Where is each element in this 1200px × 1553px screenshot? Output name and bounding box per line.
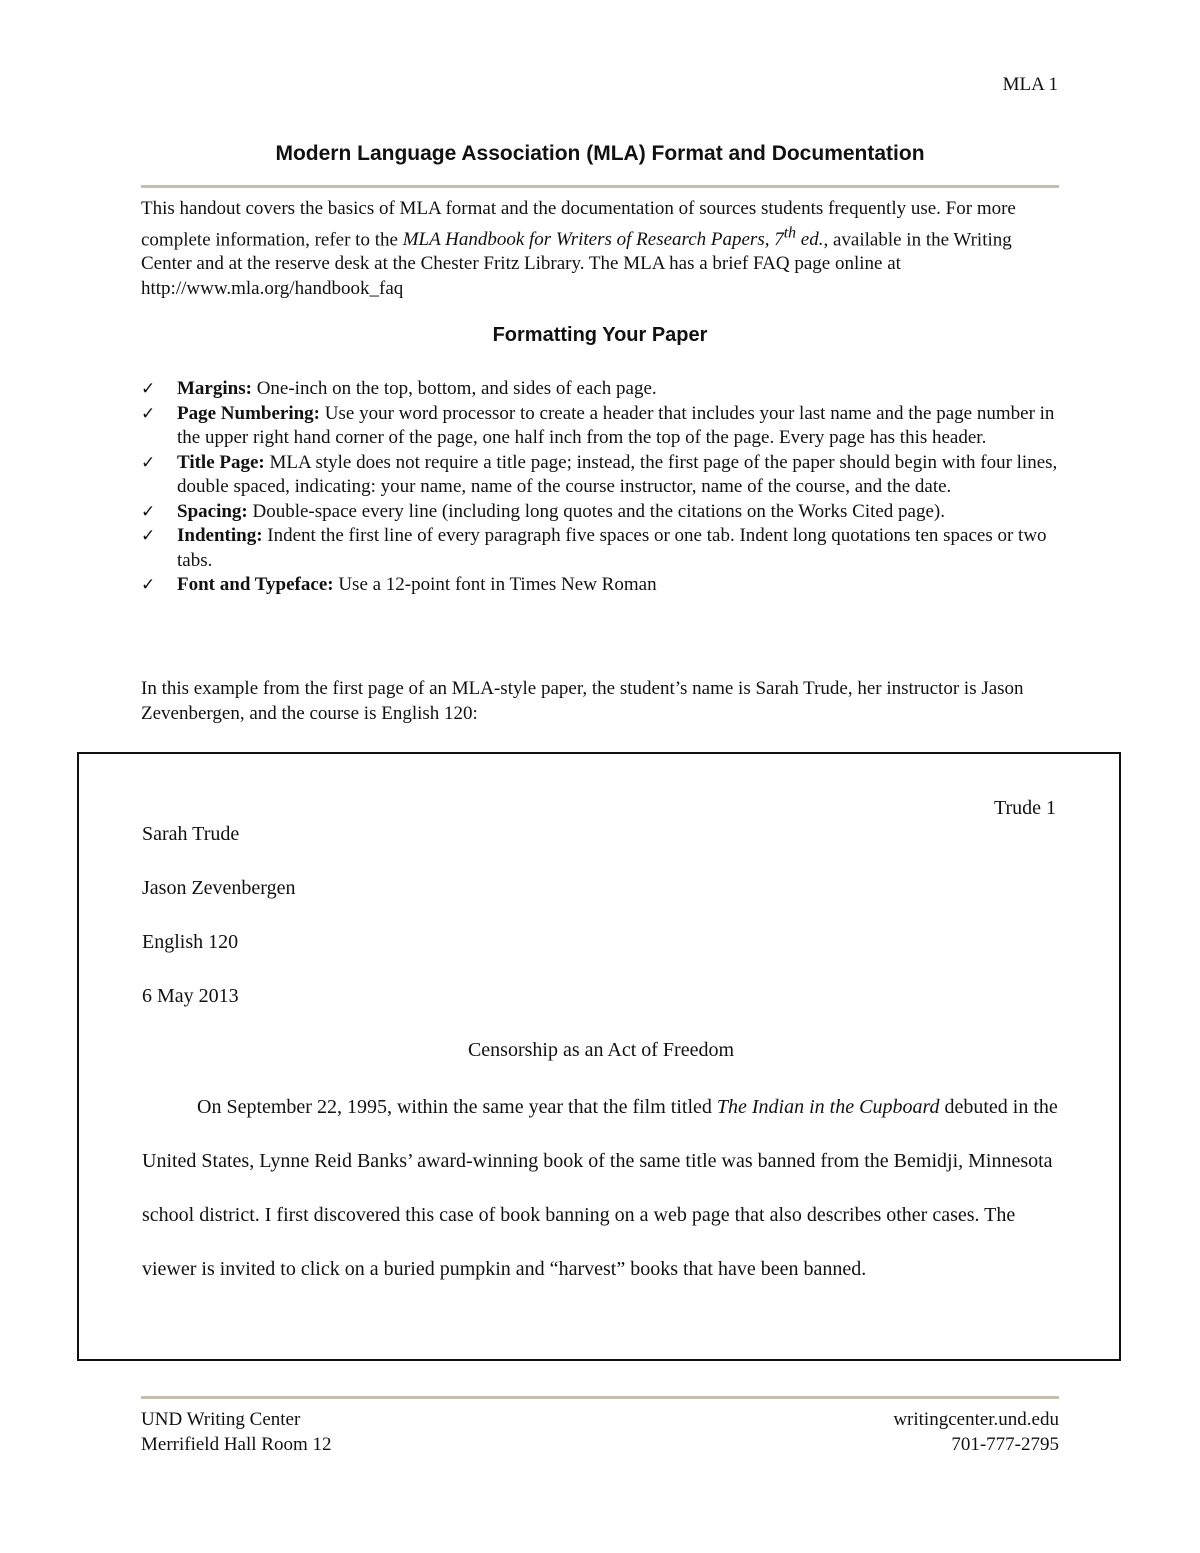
section-heading: Formatting Your Paper <box>492 324 708 346</box>
checkmark-icon: ✓ <box>141 575 156 595</box>
checklist-item-margins: ✓ Margins: One-inch on the top, bottom, and sides of each page. <box>141 377 1066 402</box>
title-divider <box>141 185 1059 188</box>
sample-student-name: Sarah Trude <box>142 823 240 845</box>
example-intro: In this example from the first page of an MLA-style paper, the student’s name is Sarah Trude, her instructor is Jason Zevenbergen, and the course is English 120: <box>141 678 1024 724</box>
sample-paper-box <box>77 752 1121 1361</box>
checklist-item-page-numbering: ✓ Page Numbering: Use your word processor to create a header that includes your last name and the page number in the upper right hand corner of the page, one half inch from the top of the page. Every page has this header. <box>141 402 1055 448</box>
sample-course: English 120 <box>142 931 239 953</box>
intro-text-1: This handout covers the basics of MLA format and the documentation of sources students frequently use. For more complete information, refer to the <box>141 198 1016 250</box>
sample-body-paragraph: On September 22, 1995, within the same year that the film titled The Indian in the Cupboard debuted in the United States, Lynne Reid Banks’ award-winning book of the same title was banned from the Bemidji, Minnesota school district. I first discovered this case of book banning on a web page that also describes other cases. The viewer is invited to click on a buried pumpkin and “harvest” books that have been banned. <box>142 1096 1058 1280</box>
checklist-item-font: ✓ Font and Typeface: Use a 12-point font in Times New Roman <box>141 573 1066 598</box>
sample-paper-title: Censorship as an Act of Freedom <box>467 1039 735 1061</box>
checklist-item-spacing: ✓ Spacing: Double-space every line (including long quotes and the citations on the Works Cited page). <box>141 500 1066 525</box>
footer-location: Merrifield Hall Room 12 <box>141 1433 332 1455</box>
footer-phone: 701-777-2795 <box>951 1433 1059 1455</box>
intro-paragraph <box>141 197 1066 301</box>
running-head: MLA 1 <box>1002 74 1058 95</box>
formatting-checklist <box>141 377 1066 598</box>
sample-instructor: Jason Zevenbergen <box>142 877 296 899</box>
page-title: Modern Language Association (MLA) Format and Documentation <box>275 142 925 165</box>
footer-left <box>141 1408 332 1457</box>
footer-org: UND Writing Center <box>141 1409 301 1430</box>
footer-website: writingcenter.und.edu <box>893 1409 1059 1430</box>
edition-superscript: th <box>783 224 797 242</box>
footer-divider <box>141 1396 1059 1399</box>
checkmark-icon: ✓ <box>141 501 156 522</box>
sample-running-head: Trude 1 <box>993 797 1056 819</box>
checkmark-icon: ✓ <box>141 379 156 399</box>
film-title: The Indian in the Cupboard <box>716 1096 940 1118</box>
checklist-item-title-page: ✓ Title Page: MLA style does not require a title page; instead, the first page of the paper should begin with four lines, double spaced, indicating: your name, name of the course instructor, name of the course, and the date. <box>141 451 1058 497</box>
checkmark-icon: ✓ <box>141 403 156 424</box>
checkmark-icon: ✓ <box>141 526 156 546</box>
checklist-item-indenting: ✓ Indenting: Indent the first line of every paragraph five spaces or one tab. Indent long quotations ten spaces or two tabs. <box>141 525 1047 571</box>
sample-date: 6 May 2013 <box>142 985 239 1007</box>
intro-text-2: , available in the Writing Center and at the reserve desk at the Chester Fritz Library. The MLA has a brief FAQ page online at http://www.mla.org/handbook_faq <box>141 228 1012 299</box>
handbook-title: MLA Handbook for Writers of Research Papers, 7th ed. <box>402 224 824 250</box>
footer-right <box>893 1408 1059 1457</box>
checkmark-icon: ✓ <box>141 452 156 473</box>
